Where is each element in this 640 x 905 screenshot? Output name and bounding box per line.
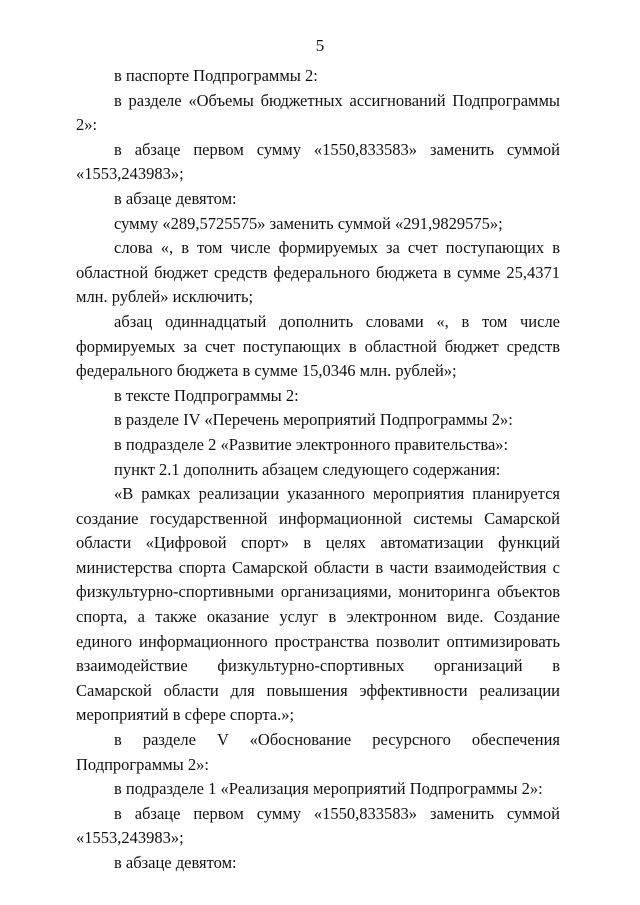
paragraph: в разделе «Объемы бюджетных ассигнований Подпрограммы 2»: xyxy=(76,90,560,135)
paragraph: в абзаце первом сумму «1550,833583» заменить суммой «1553,243983»; xyxy=(76,139,560,184)
paragraph: слова «, в том числе формируемых за счет поступающих в областной бюджет средств федерального бюджета в сумме 25,4371 млн. рублей» исключить; xyxy=(76,238,560,307)
paragraph: «В рамках реализации указанного мероприятия планируется создание государственной информационной системы Самарской области «Цифровой спорт» в целях автоматизации функций министерства спорта Самарской области в части взаимодействия с физкультурно-спортивными организациями, мониторинга объектов спорта, а также оказание услуг в электронном виде. Создание единого информационного пространства позволит оптимизировать взаимодействие физкультурно-спортивных организаций в Самарской области для повышения эффективности реализации мероприятий в сфере спорта.»; xyxy=(76,484,560,725)
paragraph: в разделе V «Обоснование ресурсного обеспечения Подпрограммы 2»: xyxy=(76,730,560,774)
paragraph: в абзаце первом сумму «1550,833583» заменить суммой «1553,243983»; xyxy=(76,803,560,848)
paragraph: сумму «289,5725575» заменить суммой «291,9829575»; xyxy=(114,213,503,233)
paragraph: в абзаце девятом: xyxy=(114,853,237,872)
paragraph: в разделе IV «Перечень мероприятий Подпрограммы 2»: xyxy=(114,410,513,430)
document-body xyxy=(76,64,560,876)
paragraph: в тексте Подпрограммы 2: xyxy=(114,385,299,405)
paragraph: в подразделе 1 «Реализация мероприятий Подпрограммы 2»: xyxy=(114,779,543,799)
paragraph: пункт 2.1 дополнить абзацем следующего содержания: xyxy=(114,459,501,479)
paragraph: абзац одиннадцатый дополнить словами «, в том числе формируемых за счет поступающих в областной бюджет средств федерального бюджета в сумме 15,0346 млн. рублей»; xyxy=(76,311,560,381)
paragraph: в паспорте Подпрограммы 2: xyxy=(114,66,318,85)
paragraph: в подразделе 2 «Развитие электронного правительства»: xyxy=(114,434,509,454)
paragraph: в абзаце девятом: xyxy=(114,188,237,208)
page-number: 5 xyxy=(315,36,325,55)
